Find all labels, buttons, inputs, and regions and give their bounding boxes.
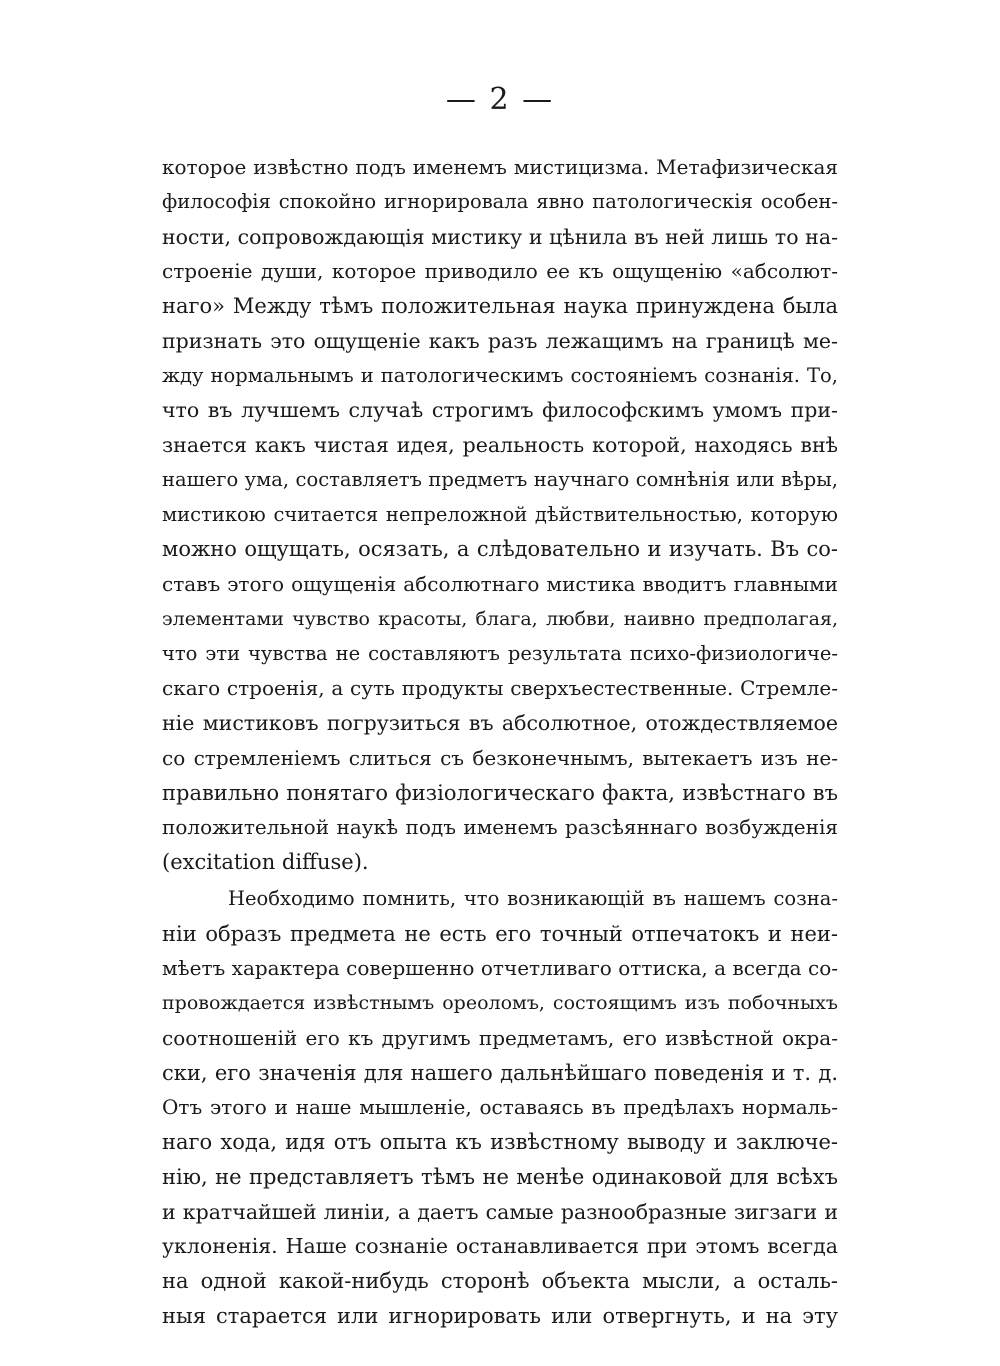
- text-line: Необходимо помнить, что возникающій въ нашемъ созна-: [228, 886, 838, 910]
- body-text: [162, 150, 838, 1334]
- text-line: ныя старается или игнорировать или отвергнуть, и на эту: [162, 1303, 838, 1328]
- text-line: ніе мистиковъ погрузиться въ абсолютное, отождествляемое: [162, 711, 838, 735]
- text-line: соотношеній его къ другимъ предметамъ, его извѣстной окра-: [162, 1025, 838, 1050]
- text-line: мѣетъ характера совершенно отчетливаго оттиска, а всегда со-: [162, 956, 838, 981]
- text-line: скаго строенія, а суть продукты сверхъестественные. Стремле-: [162, 676, 838, 701]
- text-line: нашего ума, составляетъ предметъ научнаго сомнѣнія или вѣры,: [162, 467, 838, 491]
- text-line: можно ощущать, осязать, а слѣдовательно и изучать. Въ со-: [162, 537, 838, 562]
- text-line: признать это ощущеніе какъ разъ лежащимъ на границѣ ме-: [162, 328, 838, 353]
- text-line: знается какъ чистая идея, реальность которой, находясь внѣ: [162, 433, 838, 457]
- text-line: наго» Между тѣмъ положительная наука принуждена была: [162, 294, 838, 318]
- text-line: жду нормальнымъ и патологическимъ состояніемъ сознанія. То,: [162, 363, 838, 387]
- text-line: которое извѣстно подъ именемъ мистицизма. Метафизическая: [162, 155, 838, 179]
- text-line: на одной какой-нибудь сторонѣ объекта мысли, а осталь-: [162, 1269, 838, 1293]
- text-line: строеніе души, которое приводило ее къ ощущенію «абсолют-: [162, 259, 838, 284]
- text-line: ски, его значенія для нашего дальнѣйшаго поведенія и т. д.: [162, 1060, 838, 1085]
- paragraph-1: [162, 150, 838, 880]
- text-line: положительной наукѣ подъ именемъ разсѣяннаго возбужденія: [162, 815, 838, 840]
- text-line: уклоненія. Наше сознаніе останавливается при этомъ всегда: [162, 1234, 838, 1259]
- page-number: — 2 —: [445, 82, 555, 117]
- text-line: ніи образъ предмета не есть его точный отпечатокъ и неи-: [162, 921, 838, 946]
- text-line: элементами чувство красоты, блага, любви, наивно предполагая,: [162, 607, 838, 630]
- paragraph-2: [162, 882, 838, 1334]
- text-line: ставъ этого ощущенія абсолютнаго мистика вводитъ главными: [162, 572, 838, 596]
- text-line: что въ лучшемъ случаѣ строгимъ философскимъ умомъ при-: [162, 398, 838, 423]
- text-line: (excitation diffuse).: [162, 850, 369, 874]
- text-line: наго хода, идя отъ опыта къ извѣстному выводу и заключе-: [162, 1130, 838, 1154]
- text-line: мистикою считается непреложной дѣйствительностью, которую: [162, 502, 838, 526]
- text-line: Отъ этого и наше мышленіе, оставаясь въ предѣлахъ нормаль-: [162, 1095, 838, 1120]
- text-line: ности, сопровождающія мистику и цѣнила въ ней лишь то на-: [162, 224, 838, 249]
- text-line: правильно понятаго физіологическаго факта, извѣстнаго въ: [162, 780, 838, 805]
- text-line: со стремленіемъ слиться съ безконечнымъ, вытекаетъ изъ не-: [162, 745, 838, 770]
- text-line: что эти чувства не составляютъ результата психо-физиологиче-: [162, 641, 838, 665]
- text-line: провождается извѣстнымъ ореоломъ, состоящимъ изъ побочныхъ: [162, 992, 838, 1014]
- text-line: философія спокойно игнорировала явно патологическія особен-: [162, 189, 838, 213]
- text-line: и кратчайшей линіи, а даетъ самые разнообразные зигзаги и: [162, 1199, 838, 1224]
- text-line: нію, не представляетъ тѣмъ не менѣе одинаковой для всѣхъ: [162, 1164, 838, 1189]
